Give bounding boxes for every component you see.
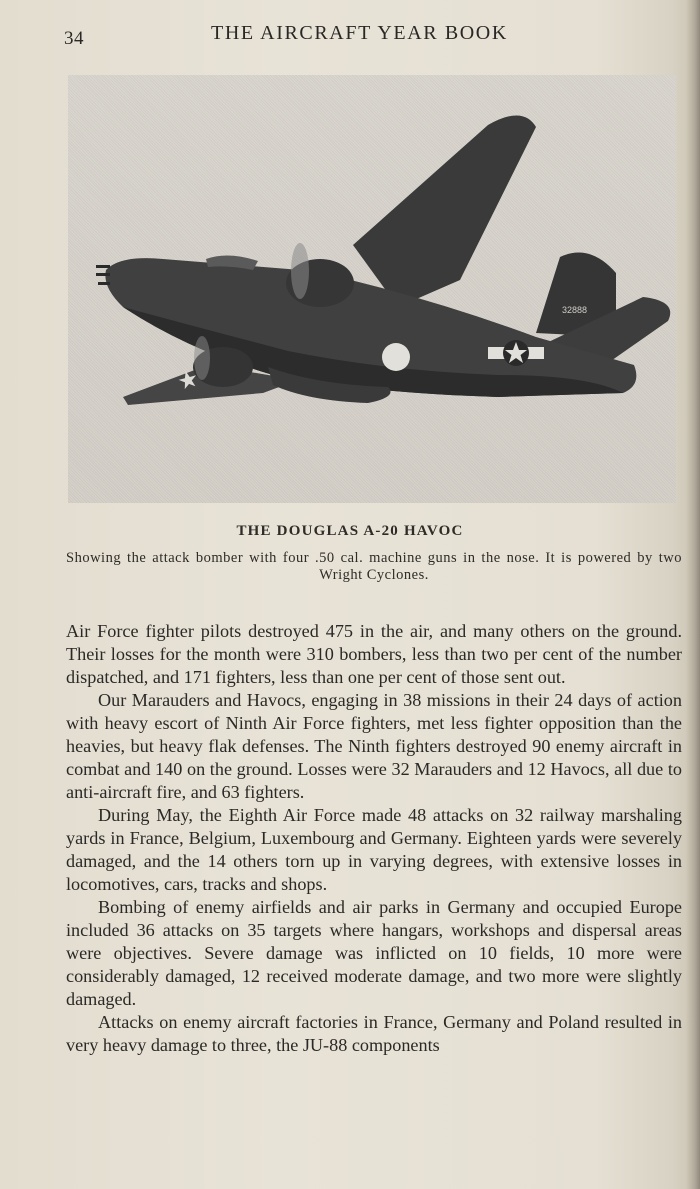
aircraft-illustration: [68, 75, 676, 503]
aircraft-photograph: [68, 75, 676, 503]
paragraph: Attacks on enemy aircraft factories in France, Germany and Poland resulted in very heavy damage to three, the JU-88 components: [66, 1012, 682, 1055]
page-edge-shadow: [686, 0, 700, 1189]
paragraph: Bombing of enemy airfields and air parks in Germany and occupied Europe included 36 attacks on 35 targets where hangars, workshops and dispersal areas were objectives. Severe damage was inflicted on 10 fields, 10 more were considerably damaged, 12 received moderate damage, and two more were slightly damaged.: [66, 897, 682, 1009]
caption-text: Showing the attack bomber with four .50 cal. machine guns in the nose. It is powered by two Wright Cyclones.: [66, 550, 682, 583]
paragraph: Our Marauders and Havocs, engaging in 38 missions in their 24 days of action with heavy escort of Ninth Air Force fighters, met less fighter opposition than the heavies, but heavy flak defenses. The Ninth fighters destroyed 90 enemy aircraft in combat and 140 on the ground. Losses were 32 Marauders and 12 Havocs, all due to anti-aircraft fire, and 63 fighters.: [66, 690, 682, 802]
paragraph: Air Force fighter pilots destroyed 475 in the air, and many others on the ground. Their losses for the month were 310 bombers, less than two per cent of the number dispatched, and 171 fighters, less than one per cent of those sent out.: [66, 621, 682, 687]
paragraph: During May, the Eighth Air Force made 48 attacks on 32 railway marshaling yards in France, Belgium, Luxembourg and Germany. Eighteen yards were severely damaged, and the 14 others torn up in varying degrees, with extensive losses in locomotives, cars, tracks and shops.: [66, 805, 682, 894]
tail-serial-marking: 32888: [562, 305, 588, 315]
page-number: 34: [64, 28, 84, 49]
body-text: [66, 620, 682, 1057]
running-head: THE AIRCRAFT YEAR BOOK: [211, 22, 508, 44]
caption-title: THE DOUGLAS A-20 HAVOC: [236, 523, 464, 539]
